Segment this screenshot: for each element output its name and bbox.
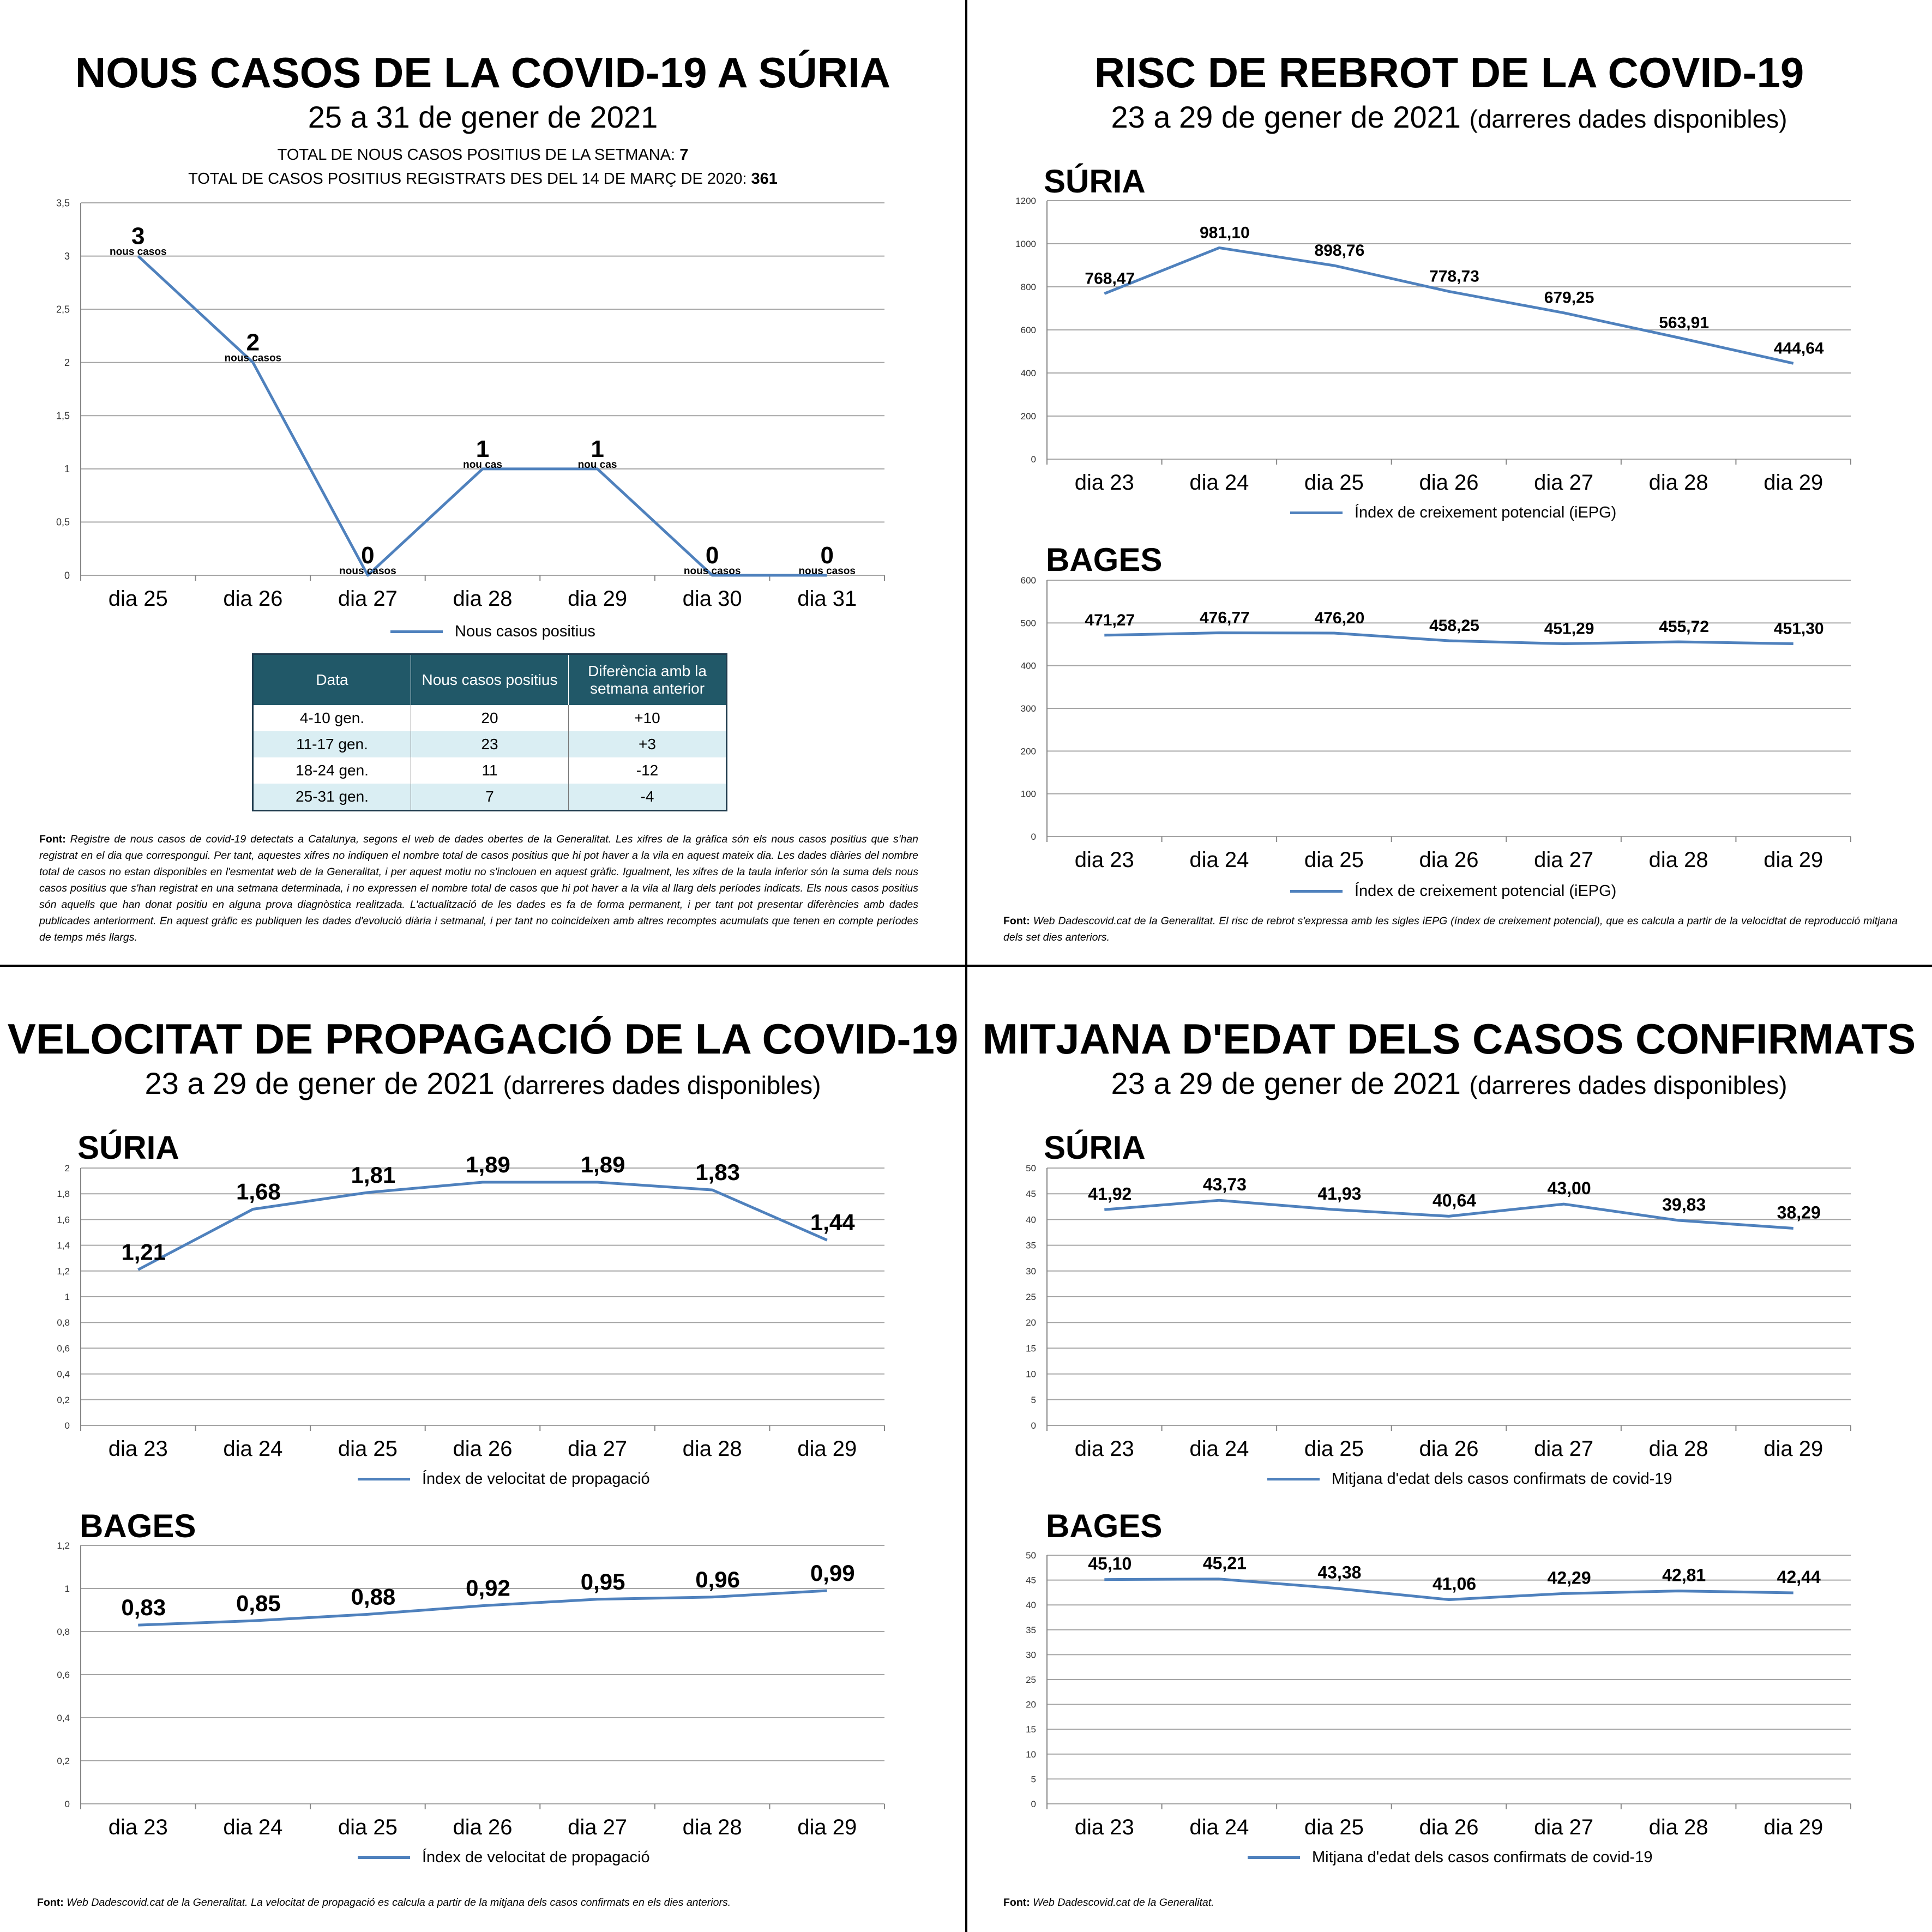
x-tick-label: dia 28: [1648, 1437, 1708, 1461]
data-label: 1,68: [236, 1178, 281, 1205]
y-tick-label: 50: [1026, 1163, 1036, 1173]
x-tick-label: dia 26: [453, 1815, 513, 1839]
x-tick-label: dia 31: [797, 587, 857, 611]
table-header-date: Data: [253, 654, 411, 706]
y-tick-label: 500: [1020, 618, 1036, 629]
data-label: 0,88: [351, 1584, 396, 1610]
y-tick-label: 1200: [1015, 195, 1036, 206]
y-tick-label: 800: [1020, 281, 1036, 292]
page-title: VELOCITAT DE PROPAGACIÓ DE LA COVID-19: [7, 1015, 959, 1063]
table-cell-date: 4-10 gen.: [253, 705, 411, 731]
y-tick-label: 1: [64, 464, 70, 475]
page-subtitle: 25 a 31 de gener de 2021: [308, 100, 658, 134]
data-label: 444,64: [1773, 339, 1824, 358]
region-label-suria: SÚRIA: [77, 1129, 179, 1166]
y-tick-label: 35: [1026, 1240, 1036, 1251]
data-label: 45,10: [1088, 1554, 1132, 1574]
data-sublabel: nous casos: [798, 565, 856, 577]
data-label: 1,81: [351, 1161, 396, 1188]
x-tick-label: dia 28: [1648, 1815, 1708, 1839]
y-tick-label: 400: [1020, 660, 1036, 671]
table-header-diff: [569, 654, 727, 706]
region-label-suria: SÚRIA: [1044, 1129, 1146, 1166]
chart-legend: [1290, 882, 1616, 900]
subtitle-note: (darreres dades disponibles): [503, 1071, 821, 1099]
y-tick-label: 200: [1020, 411, 1036, 422]
subtitle-note: (darreres dades disponibles): [1469, 105, 1787, 133]
data-label: 563,91: [1659, 314, 1710, 332]
legend-label: Mitjana d'edat dels casos confirmats de covid-19: [1312, 1849, 1653, 1866]
table-row: [253, 705, 727, 731]
y-tick-label: 0: [64, 1798, 70, 1809]
x-tick-label: dia 27: [1534, 471, 1594, 495]
cumulative-total-value: 361: [751, 170, 778, 188]
table-header-cases: Nous casos positius: [411, 654, 569, 706]
y-tick-label: 1000: [1015, 238, 1036, 249]
y-tick-label: 2,5: [56, 304, 70, 315]
data-label: 0,85: [236, 1590, 281, 1616]
x-tick-label: dia 28: [1648, 471, 1708, 495]
y-tick-label: 30: [1026, 1650, 1036, 1660]
x-tick-label: dia 24: [223, 1815, 283, 1839]
y-tick-label: 0,8: [57, 1317, 70, 1328]
table-row: [253, 731, 727, 757]
data-label: 38,29: [1777, 1202, 1821, 1223]
table-cell-cases: 7: [411, 784, 569, 811]
y-tick-label: 0,2: [57, 1394, 70, 1405]
y-tick-label: 40: [1026, 1214, 1036, 1225]
data-label: 1: [591, 435, 604, 462]
x-tick-label: dia 25: [1304, 1437, 1364, 1461]
subtitle-period: 23 a 29 de gener de 2021: [1111, 1066, 1461, 1100]
x-tick-label: dia 29: [797, 1815, 857, 1839]
source-note: [1003, 913, 1898, 946]
source-label: Font:: [39, 833, 66, 845]
legend-swatch: [1248, 1856, 1300, 1859]
table-header-row: [253, 654, 727, 706]
x-tick-label: dia 25: [108, 587, 168, 611]
x-tick-label: dia 23: [108, 1815, 168, 1839]
x-tick-label: dia 29: [797, 1437, 857, 1461]
table-header-diff-line1: Diferència amb la: [588, 663, 707, 679]
y-tick-label: 15: [1026, 1343, 1036, 1354]
x-tick-label: dia 30: [682, 587, 742, 611]
table-row: [253, 784, 727, 811]
y-tick-label: 45: [1026, 1575, 1036, 1586]
y-tick-label: 0,2: [57, 1755, 70, 1766]
table-cell-diff: +3: [569, 731, 727, 757]
data-label: 1,21: [121, 1239, 166, 1265]
y-tick-label: 0: [1031, 1798, 1036, 1809]
x-tick-label: dia 23: [108, 1437, 168, 1461]
x-tick-label: dia 27: [1534, 1815, 1594, 1839]
table-header-diff-line2: setmana anterior: [589, 680, 705, 697]
chart-legend: [358, 1849, 650, 1867]
x-tick-label: dia 27: [568, 1815, 628, 1839]
y-tick-label: 0,4: [57, 1369, 70, 1380]
data-label: 458,25: [1429, 617, 1479, 635]
chart-legend: [1248, 1849, 1653, 1867]
data-label: 778,73: [1429, 267, 1479, 286]
y-tick-label: 15: [1026, 1724, 1036, 1735]
data-label: 1: [476, 435, 490, 462]
source-label: Font:: [1003, 1897, 1030, 1909]
source-note: [37, 1894, 931, 1911]
data-label: 41,92: [1088, 1184, 1132, 1204]
subtitle-period: 23 a 29 de gener de 2021: [145, 1066, 495, 1100]
x-tick-label: dia 23: [1074, 848, 1134, 872]
x-tick-label: dia 27: [338, 587, 398, 611]
page-title: NOUS CASOS DE LA COVID-19 A SÚRIA: [75, 49, 891, 97]
table-row: [253, 757, 727, 784]
source-label: Font:: [37, 1897, 64, 1909]
legend-label: Índex de creixement potencial (iEPG): [1355, 882, 1617, 900]
y-tick-label: 200: [1020, 746, 1036, 757]
table-cell-diff: +10: [569, 705, 727, 731]
x-tick-label: dia 24: [1189, 471, 1249, 495]
data-label: 1,44: [810, 1209, 855, 1236]
x-tick-label: dia 29: [1764, 471, 1823, 495]
y-tick-label: 0: [64, 570, 70, 581]
x-tick-label: dia 27: [568, 1437, 628, 1461]
data-sublabel: nous casos: [683, 565, 741, 577]
source-text: Web Dadescovid.cat de la Generalitat. El risc de rebrot s'expressa amb les sigles iEPG (índex de creixement potencial), que es calcula a partir de la velocidtat de reproducció mitjana dels set dies anteriors.: [1003, 915, 1898, 943]
data-label: 43,73: [1202, 1175, 1247, 1195]
y-tick-label: 35: [1026, 1624, 1036, 1635]
data-label: 41,06: [1432, 1574, 1477, 1594]
data-label: 40,64: [1432, 1190, 1477, 1211]
data-sublabel: nou cas: [463, 459, 502, 471]
y-tick-label: 50: [1026, 1550, 1036, 1561]
data-sublabel: nou cas: [577, 459, 617, 471]
table-cell-cases: 23: [411, 731, 569, 757]
y-tick-label: 1: [64, 1583, 70, 1594]
y-tick-label: 300: [1020, 703, 1036, 714]
data-label: 898,76: [1314, 241, 1365, 260]
data-label: 1,89: [580, 1151, 625, 1177]
panel-spread-speed: [0, 966, 966, 1932]
x-tick-label: dia 28: [682, 1815, 742, 1839]
x-tick-label: dia 27: [1534, 848, 1594, 872]
page-title: RISC DE REBROT DE LA COVID-19: [1094, 49, 1804, 97]
y-tick-label: 20: [1026, 1317, 1036, 1328]
y-tick-label: 1,4: [57, 1240, 70, 1251]
data-label: 981,10: [1199, 224, 1250, 242]
y-tick-label: 1,2: [57, 1540, 70, 1551]
chart-speed-bages: [0, 966, 966, 1932]
x-tick-label: dia 24: [1189, 1437, 1249, 1461]
table-cell-cases: 11: [411, 757, 569, 784]
data-label: 471,27: [1085, 611, 1135, 629]
data-label: 2: [246, 329, 260, 356]
subtitle-note: (darreres dades disponibles): [1469, 1071, 1787, 1099]
week-total-label: TOTAL DE NOUS CASOS POSITIUS DE LA SETMANA:: [277, 146, 676, 164]
data-label: 455,72: [1659, 618, 1710, 636]
data-label: 476,77: [1199, 609, 1250, 627]
x-tick-label: dia 29: [1764, 1815, 1823, 1839]
y-tick-label: 0,6: [57, 1343, 70, 1354]
legend-label: Mitjana d'edat dels casos confirmats de covid-19: [1332, 1470, 1672, 1488]
y-tick-label: 25: [1026, 1291, 1036, 1302]
y-tick-label: 10: [1026, 1369, 1036, 1380]
y-tick-label: 1: [64, 1291, 70, 1302]
data-label: 1,89: [466, 1151, 510, 1177]
x-tick-label: dia 28: [1648, 848, 1708, 872]
legend-swatch: [1290, 890, 1343, 893]
data-sublabel: nous casos: [110, 246, 167, 258]
y-tick-label: 1,8: [57, 1189, 70, 1200]
y-tick-label: 1,2: [57, 1266, 70, 1277]
y-tick-label: 45: [1026, 1189, 1036, 1200]
source-text: Web Dadescovid.cat de la Generalitat. La velocitat de propagació es calcula a partir de la mitjana dels casos confirmats en els dies anteriors.: [67, 1897, 731, 1909]
y-tick-label: 600: [1020, 575, 1036, 586]
x-tick-label: dia 24: [223, 1437, 283, 1461]
panel-new-cases: [0, 0, 966, 966]
source-note: [39, 831, 918, 946]
x-tick-label: dia 24: [1189, 1815, 1249, 1839]
source-text: Registre de nous casos de covid-19 detectats a Catalunya, segons el web de dades obertes de la Generalitat. Les xifres de la gràfica són els nous casos positius que s'han registrat en el dia que correspongui. Per tant, aquestes xifres no indiquen el nombre total de casos positius que hi pot haver a la vila en aquest mateix dia. Les dades diàries del nombre total de casos no estan disponibles en l'esmentat web de la Generalitat, i per aquest motiu no s'inclouen en aquest gràfic. Igualment, les xifres de la taula inferior són la suma dels nous casos positius que s'han registrat en una setmana determinada, i no expressen el nombre total de casos que hi pot haver a la vila al llarg dels períodes indicats. Els nous casos positius són aquells que han donat positiu en alguna prova diagnòstica realitzada. L'actualització de les dades es fa de forma permanent, i per tant pot presentar diferències amb dades publicades anteriorment. En aquest gràfic es publiquen les dades d'evolució diària i setmanal, i per tant no coincideixen amb altres recomptes acumulats que tenen en compte períodes de temps més llargs.: [39, 833, 918, 943]
y-tick-label: 1,6: [57, 1214, 70, 1225]
week-total-value: 7: [679, 146, 689, 164]
region-label-bages: BAGES: [1046, 541, 1163, 578]
y-tick-label: 100: [1020, 789, 1036, 799]
y-tick-label: 0: [1031, 831, 1036, 842]
x-tick-label: dia 26: [223, 587, 283, 611]
y-tick-label: 0,6: [57, 1669, 70, 1680]
legend-label: Índex de velocitat de propagació: [422, 1470, 650, 1488]
data-label: 679,25: [1544, 288, 1594, 307]
weekly-cases-table: [252, 653, 727, 811]
legend-swatch: [358, 1856, 410, 1859]
table-cell-date: 11-17 gen.: [253, 731, 411, 757]
subtitle-period: 23 a 29 de gener de 2021: [1111, 100, 1461, 134]
y-tick-label: 1,5: [56, 410, 70, 422]
y-tick-label: 2: [64, 1163, 70, 1173]
region-label-suria: SÚRIA: [1044, 163, 1146, 200]
region-label-bages: BAGES: [80, 1508, 196, 1544]
y-tick-label: 25: [1026, 1674, 1036, 1685]
x-tick-label: dia 24: [1189, 848, 1249, 872]
y-tick-label: 5: [1031, 1774, 1036, 1785]
source-text: Web Dadescovid.cat de la Generalitat.: [1033, 1897, 1214, 1909]
data-label: 768,47: [1085, 269, 1135, 288]
y-tick-label: 10: [1026, 1749, 1036, 1760]
data-label: 0,92: [466, 1575, 510, 1601]
chart-age-bages: [966, 966, 1932, 1932]
data-label: 0: [820, 542, 834, 569]
legend-swatch: [390, 630, 443, 633]
x-tick-label: dia 25: [1304, 471, 1364, 495]
y-tick-label: 5: [1031, 1394, 1036, 1405]
legend-label: Índex de velocitat de propagació: [422, 1849, 650, 1866]
x-tick-label: dia 25: [1304, 1815, 1364, 1839]
x-tick-label: dia 29: [568, 587, 628, 611]
data-sublabel: nous casos: [224, 352, 282, 364]
data-sublabel: nous casos: [339, 565, 396, 577]
panel-average-age: [966, 966, 1932, 1932]
y-tick-label: 400: [1020, 368, 1036, 378]
data-label: 451,30: [1773, 619, 1824, 638]
data-label: 0,83: [121, 1594, 166, 1621]
y-tick-label: 40: [1026, 1600, 1036, 1611]
y-tick-label: 30: [1026, 1266, 1036, 1277]
table-cell-date: 25-31 gen.: [253, 784, 411, 811]
data-label: 0: [361, 542, 375, 569]
table-cell-diff: -12: [569, 757, 727, 784]
panel-regrowth-risk: [966, 0, 1932, 966]
x-tick-label: dia 26: [1419, 1815, 1479, 1839]
y-tick-label: 3: [64, 250, 70, 262]
data-label: 42,29: [1547, 1568, 1591, 1588]
data-label: 42,81: [1662, 1565, 1706, 1585]
y-tick-label: 0: [64, 1420, 70, 1431]
data-label: 1,83: [695, 1159, 741, 1185]
table-cell-date: 18-24 gen.: [253, 757, 411, 784]
data-label: 0,96: [695, 1566, 741, 1592]
y-tick-label: 20: [1026, 1699, 1036, 1710]
data-label: 476,20: [1314, 609, 1365, 627]
y-tick-label: 3,5: [56, 197, 70, 209]
table-cell-cases: 20: [411, 705, 569, 731]
y-tick-label: 0,8: [57, 1626, 70, 1637]
data-label: 3: [131, 222, 145, 250]
source-label: Font:: [1003, 915, 1030, 927]
x-tick-label: dia 25: [338, 1815, 398, 1839]
x-tick-label: dia 29: [1764, 1437, 1823, 1461]
x-tick-label: dia 23: [1074, 1437, 1134, 1461]
chart-legend: [390, 623, 595, 641]
x-tick-label: dia 26: [453, 1437, 513, 1461]
data-label: 43,38: [1317, 1562, 1362, 1582]
chart-iepg-bages: [966, 0, 1932, 966]
x-tick-label: dia 29: [1764, 848, 1823, 872]
y-tick-label: 0,5: [56, 516, 70, 528]
x-tick-label: dia 28: [453, 587, 513, 611]
y-tick-label: 0: [1031, 454, 1036, 465]
x-tick-label: dia 26: [1419, 471, 1479, 495]
x-tick-label: dia 26: [1419, 848, 1479, 872]
source-note: [1003, 1894, 1898, 1911]
chart-new-cases: [0, 0, 966, 966]
legend-label: Índex de creixement potencial (iEPG): [1355, 504, 1617, 521]
cumulative-total-label: TOTAL DE CASOS POSITIUS REGISTRATS DES DEL 14 DE MARÇ DE 2020:: [188, 170, 747, 188]
data-label: 0: [705, 542, 719, 569]
x-tick-label: dia 23: [1074, 1815, 1134, 1839]
data-label: 0,95: [580, 1568, 625, 1594]
x-tick-label: dia 26: [1419, 1437, 1479, 1461]
page-title: MITJANA D'EDAT DELS CASOS CONFIRMATS: [982, 1015, 1916, 1063]
x-tick-label: dia 25: [1304, 848, 1364, 872]
x-tick-label: dia 25: [338, 1437, 398, 1461]
data-label: 41,93: [1317, 1184, 1362, 1204]
region-label-bages: BAGES: [1046, 1508, 1163, 1544]
x-tick-label: dia 23: [1074, 471, 1134, 495]
data-label: 451,29: [1544, 619, 1594, 638]
y-tick-label: 0: [1031, 1420, 1036, 1431]
data-label: 43,00: [1547, 1178, 1591, 1199]
y-tick-label: 2: [64, 357, 70, 369]
data-label: 39,83: [1662, 1195, 1706, 1215]
data-label: 42,44: [1777, 1567, 1821, 1587]
data-label: 0,99: [810, 1560, 855, 1586]
table-cell-diff: -4: [569, 784, 727, 811]
y-tick-label: 0,4: [57, 1712, 70, 1723]
data-label: 45,21: [1202, 1553, 1247, 1573]
y-tick-label: 600: [1020, 324, 1036, 335]
x-tick-label: dia 28: [682, 1437, 742, 1461]
legend-label: Nous casos positius: [455, 623, 595, 640]
x-tick-label: dia 27: [1534, 1437, 1594, 1461]
